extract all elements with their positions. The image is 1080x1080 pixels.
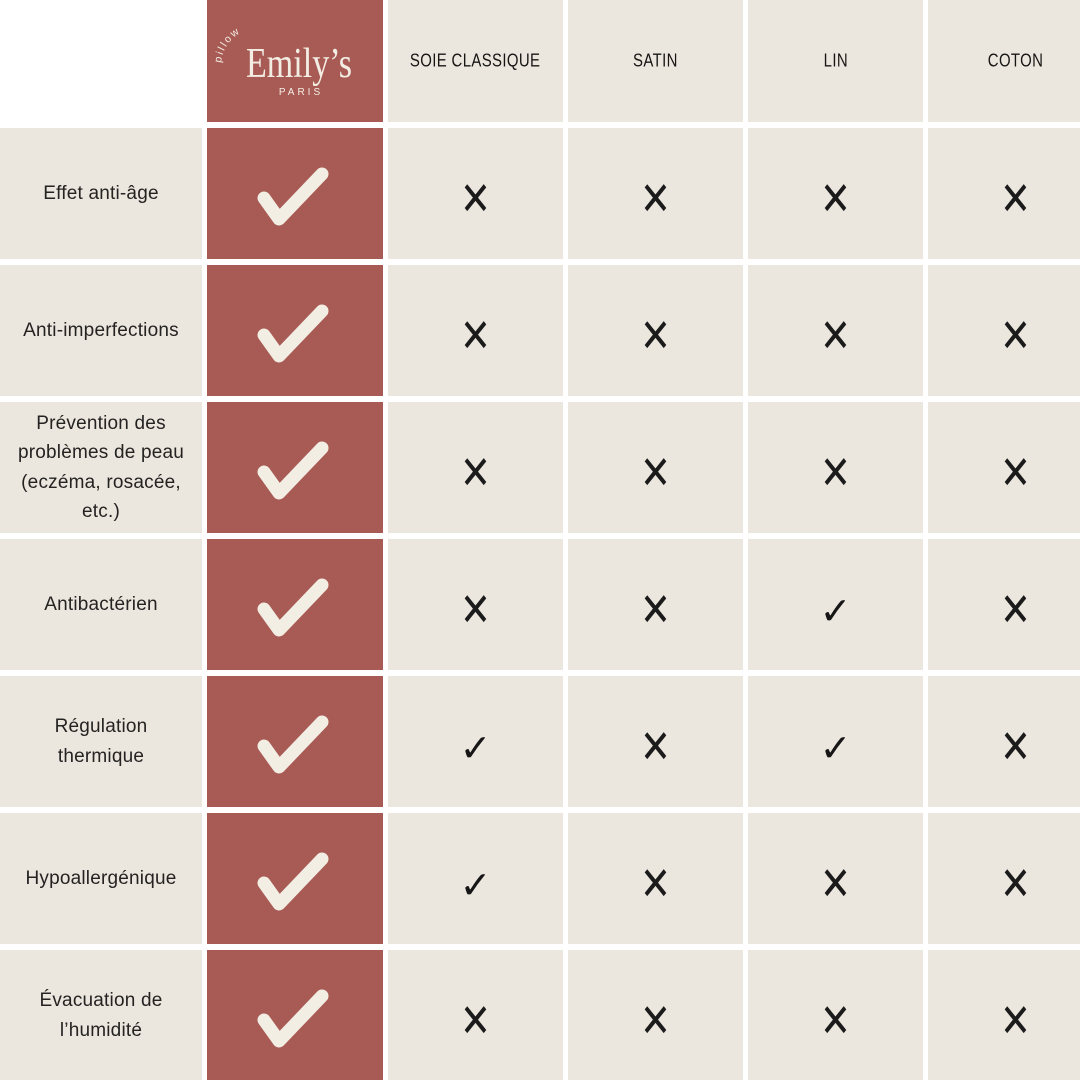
- cross-icon: ✕: [820, 172, 851, 226]
- logo-city: PARIS: [278, 87, 324, 98]
- cross-icon: ✕: [640, 857, 671, 911]
- check-icon: [207, 265, 383, 396]
- check-icon: [207, 128, 383, 259]
- cross-icon: ✕: [1000, 446, 1031, 500]
- lin-value-cell: [748, 265, 923, 396]
- row-label: Prévention des problèmes de peau (eczéma, rosacée, etc.): [0, 402, 202, 533]
- corner-spacer: [0, 0, 202, 122]
- emilys-value-cell: [207, 950, 383, 1080]
- row-label: Effet anti-âge: [0, 128, 202, 259]
- lin-value-cell: [748, 539, 923, 670]
- satin-value-cell: [568, 539, 743, 670]
- lin-value-cell: [748, 402, 923, 533]
- check-icon: [207, 539, 383, 670]
- cross-icon: ✕: [1000, 583, 1031, 637]
- column-header-satin: [568, 0, 743, 122]
- cross-icon: ✕: [1000, 720, 1031, 774]
- coton-value-cell: [928, 128, 1080, 259]
- logo-brand-name: Emily’s: [246, 41, 352, 87]
- cross-icon: ✕: [640, 583, 671, 637]
- emilys-value-cell: [207, 128, 383, 259]
- soie-classique-value-cell: [388, 813, 563, 944]
- cross-icon: ✕: [460, 309, 491, 363]
- column-header-label: COTON: [987, 50, 1044, 71]
- column-header-label: SATIN: [633, 50, 678, 71]
- cross-icon: ✕: [1000, 994, 1031, 1048]
- row-label: Anti-imperfections: [0, 265, 202, 396]
- emilys-value-cell: [207, 265, 383, 396]
- satin-value-cell: [568, 676, 743, 807]
- coton-value-cell: [928, 676, 1080, 807]
- lin-value-cell: [748, 128, 923, 259]
- cross-icon: ✕: [460, 172, 491, 226]
- cross-icon: ✕: [1000, 857, 1031, 911]
- cross-icon: ✕: [640, 994, 671, 1048]
- satin-value-cell: [568, 813, 743, 944]
- check-icon: ✓: [819, 725, 852, 770]
- column-header-soie-classique: [388, 0, 563, 122]
- lin-value-cell: [748, 813, 923, 944]
- cross-icon: ✕: [640, 446, 671, 500]
- cross-icon: ✕: [820, 446, 851, 500]
- satin-value-cell: [568, 265, 743, 396]
- coton-value-cell: [928, 813, 1080, 944]
- check-icon: [207, 402, 383, 533]
- emilys-pillow-logo: [207, 0, 383, 122]
- satin-value-cell: [568, 950, 743, 1080]
- cross-icon: ✕: [1000, 309, 1031, 363]
- cross-icon: ✕: [460, 446, 491, 500]
- column-header-label: SOIE CLASSIQUE: [410, 50, 541, 71]
- coton-value-cell: [928, 402, 1080, 533]
- cross-icon: ✕: [640, 309, 671, 363]
- satin-value-cell: [568, 402, 743, 533]
- check-icon: [207, 950, 383, 1080]
- column-header-coton: [928, 0, 1080, 122]
- row-label: Régulation thermique: [0, 676, 202, 807]
- check-icon: [207, 813, 383, 944]
- coton-value-cell: [928, 539, 1080, 670]
- emilys-value-cell: [207, 402, 383, 533]
- row-label: Antibactérien: [0, 539, 202, 670]
- coton-value-cell: [928, 950, 1080, 1080]
- row-label: Évacuation de l’humidité: [0, 950, 202, 1080]
- column-header-lin: [748, 0, 923, 122]
- soie-classique-value-cell: [388, 265, 563, 396]
- cross-icon: ✕: [640, 172, 671, 226]
- column-header-label: LIN: [823, 50, 848, 71]
- cross-icon: ✕: [640, 720, 671, 774]
- satin-value-cell: [568, 128, 743, 259]
- coton-value-cell: [928, 265, 1080, 396]
- check-icon: ✓: [819, 588, 852, 633]
- cross-icon: ✕: [820, 857, 851, 911]
- emilys-value-cell: [207, 676, 383, 807]
- logo-arc-word: pillow: [212, 24, 243, 64]
- soie-classique-value-cell: [388, 128, 563, 259]
- emilys-value-cell: [207, 813, 383, 944]
- cross-icon: ✕: [460, 583, 491, 637]
- cross-icon: ✕: [460, 994, 491, 1048]
- soie-classique-value-cell: [388, 950, 563, 1080]
- soie-classique-value-cell: [388, 402, 563, 533]
- brand-logo-cell: [207, 0, 383, 122]
- lin-value-cell: [748, 676, 923, 807]
- check-icon: ✓: [459, 862, 492, 907]
- lin-value-cell: [748, 950, 923, 1080]
- cross-icon: ✕: [820, 994, 851, 1048]
- cross-icon: ✕: [820, 309, 851, 363]
- emilys-value-cell: [207, 539, 383, 670]
- cross-icon: ✕: [1000, 172, 1031, 226]
- check-icon: [207, 676, 383, 807]
- soie-classique-value-cell: [388, 539, 563, 670]
- check-icon: ✓: [459, 725, 492, 770]
- row-label: Hypoallergénique: [0, 813, 202, 944]
- soie-classique-value-cell: [388, 676, 563, 807]
